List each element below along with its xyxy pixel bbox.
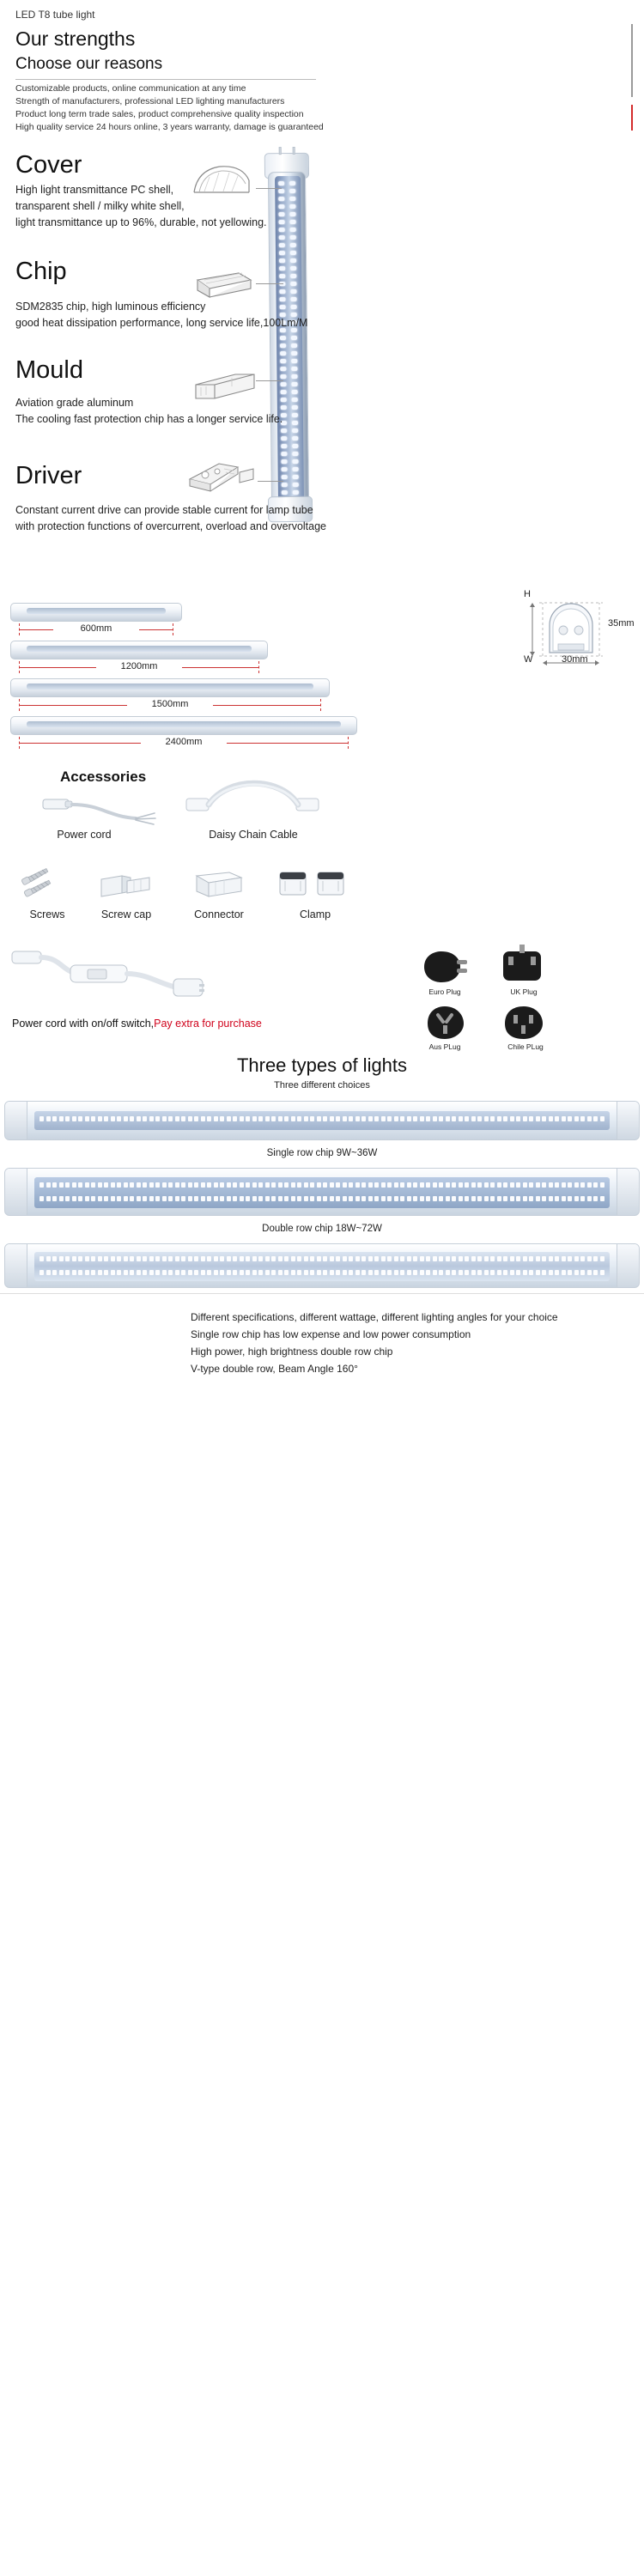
feature-line: High light transmittance PC shell, [15,184,174,196]
switch-note-main: Power cord with on/off switch, [12,1018,155,1030]
strengths-heading: Our strengths [15,27,136,50]
feature-line: with protection functions of overcurrent, overload and overvoltage [15,520,327,532]
list-item: High quality service 24 hours online, 3 years warranty, damage is guaranteed [15,122,324,132]
tube-size-1500mm [10,678,330,697]
switch-note-highlight: Pay extra for purchase [154,1018,262,1030]
size-label-2400mm: 2400mm [141,737,227,747]
strength-bullet-list [15,82,385,134]
choose-reasons-heading: Choose our reasons [15,55,163,73]
leader-line-chip [256,283,283,284]
list-item: Customizable products, online communication at any time [15,83,246,94]
feature-line: good heat dissipation performance, long service life,100Lm/M [15,317,308,329]
header-divider [15,79,316,80]
euro-plug-image [419,948,469,990]
feature-line: Aviation grade aluminum [15,397,134,409]
plug-label-chile: Chile PLug [507,1042,544,1051]
cross-section-width-value: 30mm [562,654,588,665]
bottom-line: V-type double row, Beam Angle 160° [191,1363,358,1375]
driver-sketch-icon [185,457,258,501]
decorative-gray-bar [631,24,633,97]
feature-line: transparent shell / milky white shell, [15,200,185,212]
daisy-chain-cable-image [185,780,322,835]
feature-title-driver: Driver [15,462,82,489]
single-row-tube-image [4,1101,640,1140]
screws-image [17,866,77,908]
tube-body [268,172,309,503]
caption-double-row: Double row chip 18W~72W [262,1224,382,1234]
tube-size-2400mm [10,716,357,735]
accessory-label-daisy-chain: Daisy Chain Cable [209,829,298,841]
cover-sketch-icon [191,163,256,202]
accessories-heading: Accessories [60,769,147,785]
feature-line: Constant current drive can provide stable current for lamp tube [15,504,313,516]
feature-line: The cooling fast protection chip has a longer service life. [15,413,283,425]
three-types-subheading: Three different choices [274,1080,370,1091]
cross-section-w-label: W [524,654,533,665]
accessory-label-screw-cap: Screw cap [100,908,152,920]
cross-section-diagram [524,589,635,670]
connector-image [185,867,253,908]
three-types-heading: Three types of lights [236,1054,408,1076]
list-item: Strength of manufacturers, professional LED lighting manufacturers [15,96,285,106]
size-label-600mm: 600mm [53,623,139,634]
chip-sketch-icon [191,268,256,308]
tube-inner-board [275,176,304,501]
led-grid [275,176,304,501]
feature-title-chip: Chip [15,258,67,285]
power-cord-switch-image [9,943,266,1016]
page-title: LED T8 tube light [15,9,95,21]
feature-text-driver [15,502,326,535]
v-type-tube-image [4,1243,640,1288]
leader-line-cover [256,188,282,189]
accessory-label-screws: Screws [29,908,65,920]
mould-sketch-icon [191,364,259,406]
feature-line: SDM2835 chip, high luminous efficiency [15,301,206,313]
accessory-label-connector: Connector [194,908,244,920]
plug-label-euro: Euro Plug [428,987,461,996]
feature-title-mould: Mould [15,356,83,384]
size-label-1500mm: 1500mm [127,699,213,709]
feature-title-cover: Cover [15,151,82,179]
double-row-tube-image [4,1168,640,1216]
caption-single-row: Single row chip 9W~36W [266,1148,378,1158]
cross-section-h-label: H [524,589,531,599]
feature-text-chip [15,299,307,331]
accessory-label-power-cord: Power cord [57,829,112,841]
accessory-label-clamp: Clamp [299,908,331,920]
bottom-line: High power, high brightness double row chip [191,1346,393,1358]
clamp-image [275,866,354,909]
leader-line-driver [258,481,283,482]
tube-size-1200mm [10,641,268,659]
size-label-1200mm: 1200mm [96,661,182,671]
list-item: Product long term trade sales, product comprehensive quality inspection [15,109,304,119]
leader-line-mould [256,380,283,381]
tube-size-600mm [10,603,182,622]
cross-section-height-value: 35mm [608,618,635,629]
chile-plug-image [498,1003,550,1047]
decorative-red-bar [631,105,633,131]
aus-plug-image [419,1003,471,1047]
bottom-line: Single row chip has low expense and low power consumption [191,1328,471,1340]
screw-cap-image [96,869,156,908]
plug-label-aus: Aus PLug [428,1042,461,1051]
uk-plug-image [496,945,548,990]
bottom-line: Different specifications, different wattage, different lighting angles for your choice [191,1311,558,1323]
plug-label-uk: UK Plug [510,987,538,996]
switch-note [12,1018,262,1030]
bottom-description [191,1309,558,1377]
section-divider [0,1293,644,1294]
feature-line: light transmittance up to 96%, durable, not yellowing. [15,216,267,228]
